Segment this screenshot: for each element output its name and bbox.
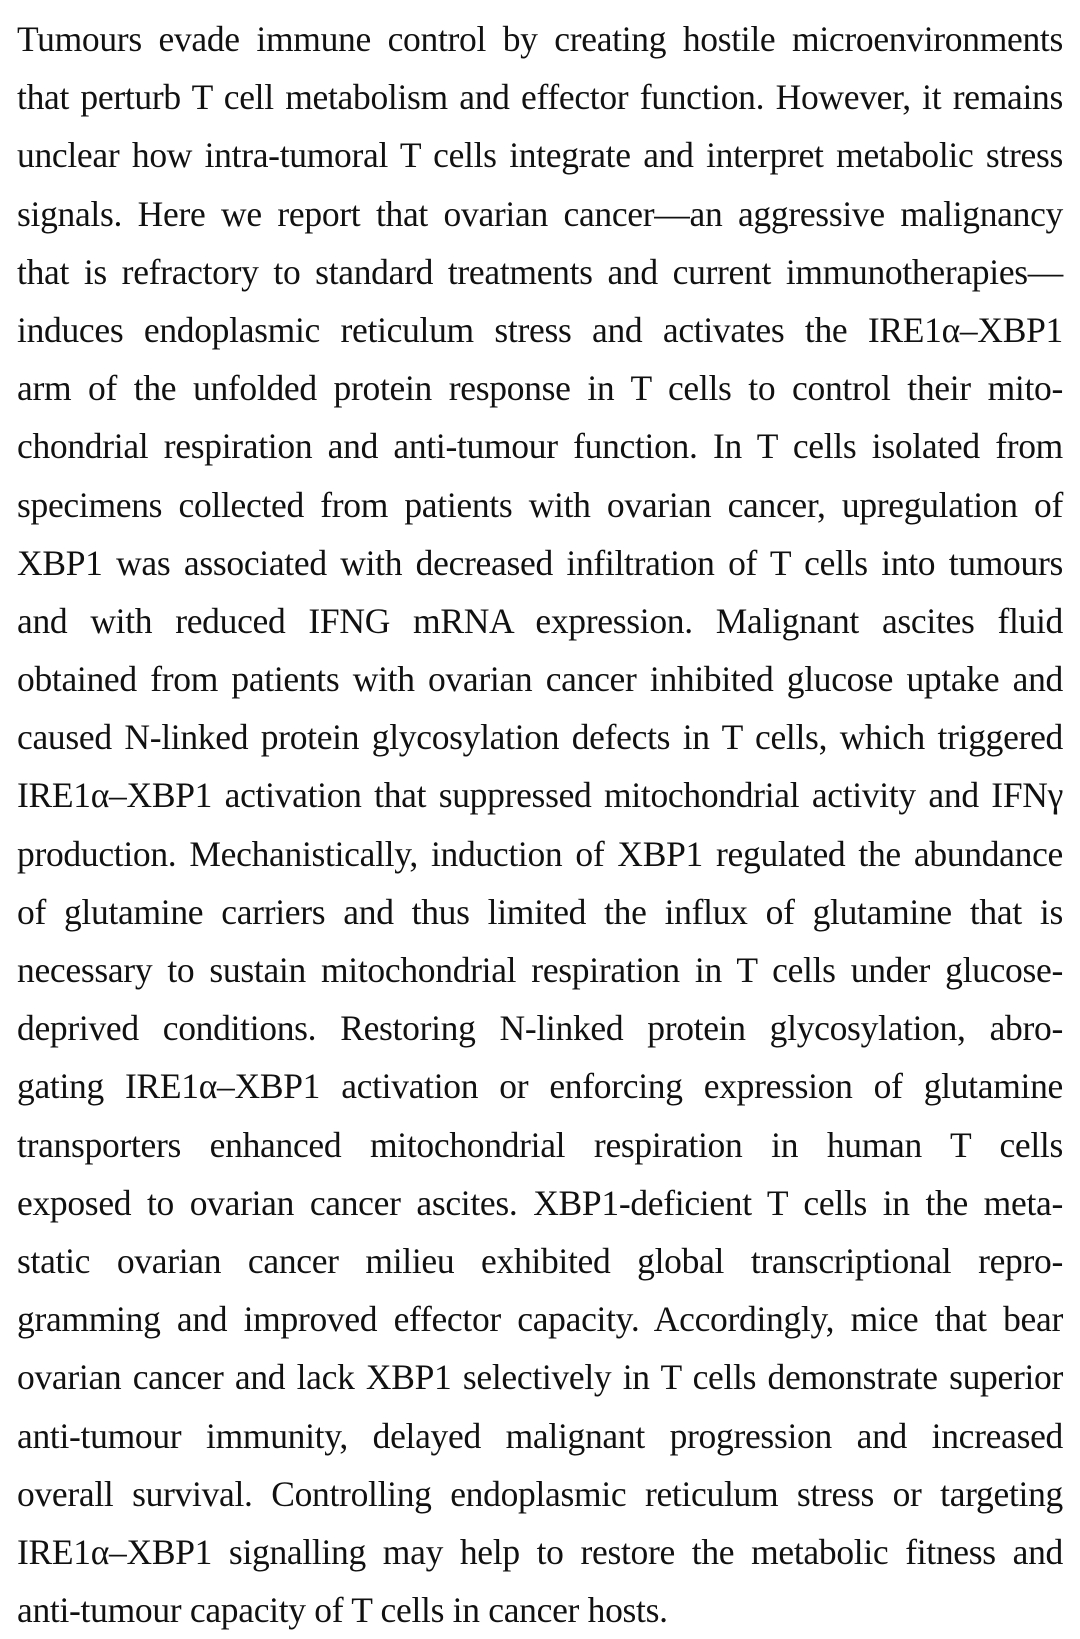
text-line: unclear how intra-tumoral T cells integrate and interpret metabolic stress xyxy=(17,135,1063,176)
text-line: and with reduced IFNG mRNA expression. Malignant ascites fluid xyxy=(17,600,1063,641)
text-line: caused N-linked protein glycosylation defects in T cells, which triggered xyxy=(17,717,1063,758)
text-line: gating IRE1α–XBP1 activation or enforcing expression of glutamine xyxy=(17,1066,1063,1107)
text-line: of glutamine carriers and thus limited the influx of glutamine that is xyxy=(17,891,1063,932)
text-line: static ovarian cancer milieu exhibited global transcriptional repro- xyxy=(17,1240,1063,1281)
text-line: anti-tumour immunity, delayed malignant progression and increased xyxy=(17,1415,1063,1456)
text-line: deprived conditions. Restoring N-linked protein glycosylation, abro- xyxy=(17,1008,1063,1049)
text-line: Tumours evade immune control by creating hostile microenvironments xyxy=(17,19,1063,59)
text-line: induces endoplasmic reticulum stress and activates the IRE1α–XBP1 xyxy=(17,309,1063,350)
text-line: exposed to ovarian cancer ascites. XBP1-deficient T cells in the meta- xyxy=(17,1182,1063,1223)
text-line: that perturb T cell metabolism and effector function. However, it remains xyxy=(17,77,1063,118)
text-line: gramming and improved effector capacity. Accordingly, mice that bear xyxy=(17,1299,1063,1340)
text-line: signals. Here we report that ovarian cancer—an aggressive malignancy xyxy=(17,193,1063,234)
text-line: XBP1 was associated with decreased infiltration of T cells into tumours xyxy=(17,542,1063,583)
text-line: specimens collected from patients with ovarian cancer, upregulation of xyxy=(17,484,1063,525)
text-line: chondrial respiration and anti-tumour function. In T cells isolated from xyxy=(17,426,1063,467)
abstract-paragraph xyxy=(17,10,1063,1639)
text-line: obtained from patients with ovarian cancer inhibited glucose uptake and xyxy=(17,659,1063,700)
text-line: overall survival. Controlling endoplasmic reticulum stress or targeting xyxy=(17,1473,1063,1514)
text-line-last: anti-tumour capacity of T cells in cancer hosts. xyxy=(17,1590,668,1631)
text-line: arm of the unfolded protein response in T cells to control their mito- xyxy=(17,368,1063,409)
text-line: that is refractory to standard treatments and current immunotherapies— xyxy=(17,251,1063,292)
text-line: production. Mechanistically, induction of XBP1 regulated the abundance xyxy=(17,833,1063,874)
text-line: IRE1α–XBP1 activation that suppressed mitochondrial activity and IFNγ xyxy=(17,775,1063,816)
text-line: IRE1α–XBP1 signalling may help to restore the metabolic fitness and xyxy=(17,1531,1063,1572)
text-line: necessary to sustain mitochondrial respiration in T cells under glucose- xyxy=(17,950,1063,990)
text-line: transporters enhanced mitochondrial respiration in human T cells xyxy=(17,1124,1063,1165)
text-line: ovarian cancer and lack XBP1 selectively in T cells demonstrate superior xyxy=(17,1357,1063,1398)
